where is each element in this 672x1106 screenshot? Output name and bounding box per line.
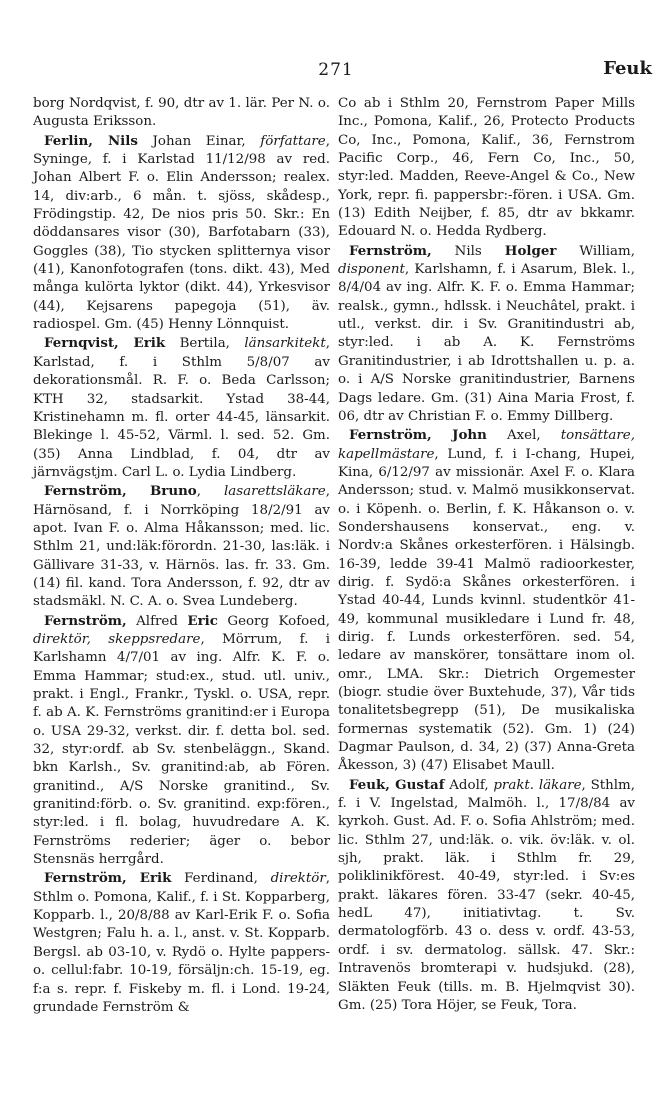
entry-occupation: prakt. läkare (493, 777, 582, 793)
entry-fernstrom-erik (33, 869, 330, 1017)
entry-occupation: lasarettsläkare (223, 484, 326, 500)
entry-text: , Karlstad, f. i Sthlm 5/8/07 av dekorationsmål. R. F. o. Beda Carlsson; KTH 32, stadsarkit. Ystad 38-44, Kristinehamn m. fl. orter 44-45, länsarkit. Blekinge l. 45-52, Värml. l. sed. 52. Gm. (35) Anna Lindblad, f. 04, dtr av järnvägstjm. Carl L. o. Lydia Lindberg. (33, 336, 330, 480)
entry-given-names: Alfred (126, 613, 188, 629)
entry-occupation: direktör (270, 871, 326, 887)
entry-given-names-2: Georg Kofoed, (217, 613, 330, 629)
entry-given-names: Johan Einar, (137, 133, 261, 149)
entry-given-names: Ferdinand, (171, 871, 271, 887)
entry-given-names: , (196, 484, 224, 500)
entry-text: , Syninge, f. i Karlstad 11/12/98 av red. Johan Albert F. o. Elin Andersson; realex. 14, div:arb., 6 mån. t. sjöss, skådesp., Frödingstip. 42, De nios pris 50. Skr.: En döddansares visor (30), Barfotabarn (33), Goggles (38), Tio stycken splitternya visor (41), Kanonfotografen (tons. dikt. 43), Med många kulörta lyktor (dikt. 44), Yrkesvisor (44), Kejsarens papegoja (51), äv. radiospel. Gm. (45) Henny Lönnquist. (33, 133, 330, 333)
entry-text: , Härnösand, f. i Norrköping 18/2/91 av apot. Ivan F. o. Alma Håkansson; med. lic. Sthlm 21, und:läk:förordn. 21-30, las:läk. i Gällivare 31-33, v. Härnös. las. fr. 33. Gm. (14) fil. kand. Tora Andersson, f. 92, dtr av stadsmäkl. N. C. A. o. Svea Lundeberg. (33, 484, 330, 610)
entry-fernstrom-holger (338, 242, 635, 426)
entry-text: , Karlshamn, f. i Asarum, Blek. l., 8/4/04 av ing. Alfr. K. F. o. Emma Hammar; realsk., gymn., hdlssk. i Neuchâtel, prakt. i utl., verkst. dir. i Sv. Granitindustri ab, styr:led. i ab A. K. Fernströms Granitindustrier, i ab Idrottshallen u. p. a. o. i A/S Norske granitindustrier, Barnens Dags ledare. Gm. (31) Aina Maria Frost, f. 06, dtr av Christian F. o. Emmy Dillberg. (338, 262, 635, 424)
entry-fernstrom-bruno (33, 482, 330, 611)
entry-text: , Mörrum, f. i Karlshamn 4/7/01 av ing. Alfr. K. F. o. Emma Hammar; stud:ex., stud. utl. univ., prakt. i Engl., Frankr., Tyskl. o. USA, repr. f. ab A. K. Fernströms granitind:er i Europa o. USA 29-32, verkst. dir. f. detta bol. sed. 32, styr:ordf. ab Sv. stenbeläggn., Skand. bkn Karlsh., Sv. granitind:ab, ab Fören. granitind., A/S Norske granitind., Sv. granitind:förb. o. Sv. granitind. exp:fören., styr:led. i fl. bolag, huvudredare A. K. Fernströms rederier; äger o. bebor Stensnäs herrgård. (33, 631, 330, 868)
entry-given-names-2: William, (556, 243, 635, 259)
entry-given-names: Axel, (486, 428, 561, 444)
left-column (33, 95, 330, 1017)
entry-headword: Fernström, (44, 612, 127, 629)
entry-text: , Sthlm, f. i V. Ingelstad, Malmöh. l., 17/8/84 av kyrkoh. Gust. Ad. F. o. Sofia Ahlström; med. lic. Sthlm 27, und:läk. o. vik. öv:läk. v. ol. sjh, prakt. läk. i Sthlm fr. 29, poliklinikförest. 40-49, styr:led. i Sv:es prakt. läkares fören. 33-47 (sekr. 40-45, hedL 47), initiativtag. t. Sv. dermatologförb. 43 o. dess v. ordf. 43-53, ordf. i sv. dermatolog. sällsk. 47. Skr.: Intravenös bromterapi v. hudsjukd. (28), Släkten Feuk (tills. m. B. Hjelmqvist 30). Gm. (25) Tora Höjer, se Feuk, Tora. (338, 777, 635, 1013)
entry-occupation: länsarkitekt (244, 336, 326, 352)
entry-headword-callname: Eric (187, 612, 218, 629)
entry-given-names: Adolf, (444, 777, 494, 793)
entry-occupation: författare (260, 133, 326, 149)
entry-occupation: direktör, skeppsredare (33, 631, 201, 647)
entry-headword: Fernström, Erik (44, 870, 172, 887)
entry-headword: Feuk, Gustaf (349, 776, 445, 793)
entry-text: , Sthlm o. Pomona, Kalif., f. i St. Kopparberg, Kopparb. l., 20/8/88 av Karl-Erik F. o. Sofia Westgren; Falu h. a. l., anst. v. St. Kopparb. Bergsl. ab 03-10, v. Rydö o. Hylte pappers- o. cellul:fabr. 10-19, försäljn:ch. 15-19, eg. f:a s. repr. f. Fiskeby m. fl. i Lond. 19-24, grundade Fernström & (33, 871, 330, 1015)
entry-occupation: tonsättare, kapellmästare (338, 428, 635, 462)
page-number: 271 (318, 60, 354, 80)
entry-headword-callname: Holger (504, 242, 557, 259)
entry-text: Co ab i Sthlm 20, Fernstrom Paper Mills Inc., Pomona, Kalif., 26, Protecto Products Co, Inc., Pomona, Kalif., 36, Fernstrom Pacific Corp., 46, Fern Co, Inc., 50, styr:led. Madden, Reeve-Angel & Co., New York, repr. fi. pappersbr:-fören. i USA. Gm. (13) Edith Neijber, f. 85, dtr av bkkamr. Edouard N. o. Hedda Rydberg. (338, 96, 635, 240)
entry-feuk-gustaf (338, 776, 635, 1015)
entry-occupation: disponent (338, 262, 405, 278)
entry-headword: Fernström, (349, 242, 432, 259)
right-column (338, 95, 635, 1015)
entry-continuation (33, 95, 330, 132)
entry-continuation (338, 95, 635, 242)
entry-ferlin-nils (33, 132, 330, 335)
entry-headword: Fernqvist, Erik (44, 335, 166, 352)
running-head: Feuk (603, 58, 652, 79)
entry-headword: Fernström, Bruno (44, 483, 197, 500)
entry-headword: Ferlin, Nils (44, 132, 138, 149)
entry-headword: Fernström, John (349, 427, 487, 444)
entry-fernstrom-john (338, 426, 635, 776)
entry-text: borg Nordqvist, f. 90, dtr av 1. lär. Per N. o. Augusta Eriksson. (33, 96, 330, 130)
entry-fernstrom-eric (33, 612, 330, 870)
entry-given-names: Bertila, (165, 336, 245, 352)
entry-text: , Lund, f. i I-chang, Hupei, Kina, 6/12/97 av missionär. Axel F. o. Klara Andersson; stud. v. Malmö musikkonservat. o. i Köpenh. o. Berlin, f. K. Håkanson o. v. Sondershausens konservat., eng. v. Nordv:a Skånes orkesterfören. i Hälsingb. 16-39, ledde 39-41 Malmö radioorkester, dirig. f. Sydö:a Skånes orkesterfören. i Ystad 40-44, Lunds kvinnl. studentkör 41-49, kommunal musikledare i Lund fr. 48, dirig. f. Lunds orkesterfören. sed. 54, ledare av manskörer, tonsättare inom ol. omr., LMA. Skr.: Dietrich Orgemester (biogr. studie över Buxtehude, 37), Vår tids tonalitetsbegrepp (51), De musikaliska formernas systematik (52). Gm. 1) (24) Dagmar Paulson, d. 34, 2) (37) Anna-Greta Åkesson, 3) (47) Elisabet Maull. (338, 446, 635, 774)
entry-given-names: Nils (431, 243, 505, 259)
entry-fernqvist-erik (33, 334, 330, 482)
